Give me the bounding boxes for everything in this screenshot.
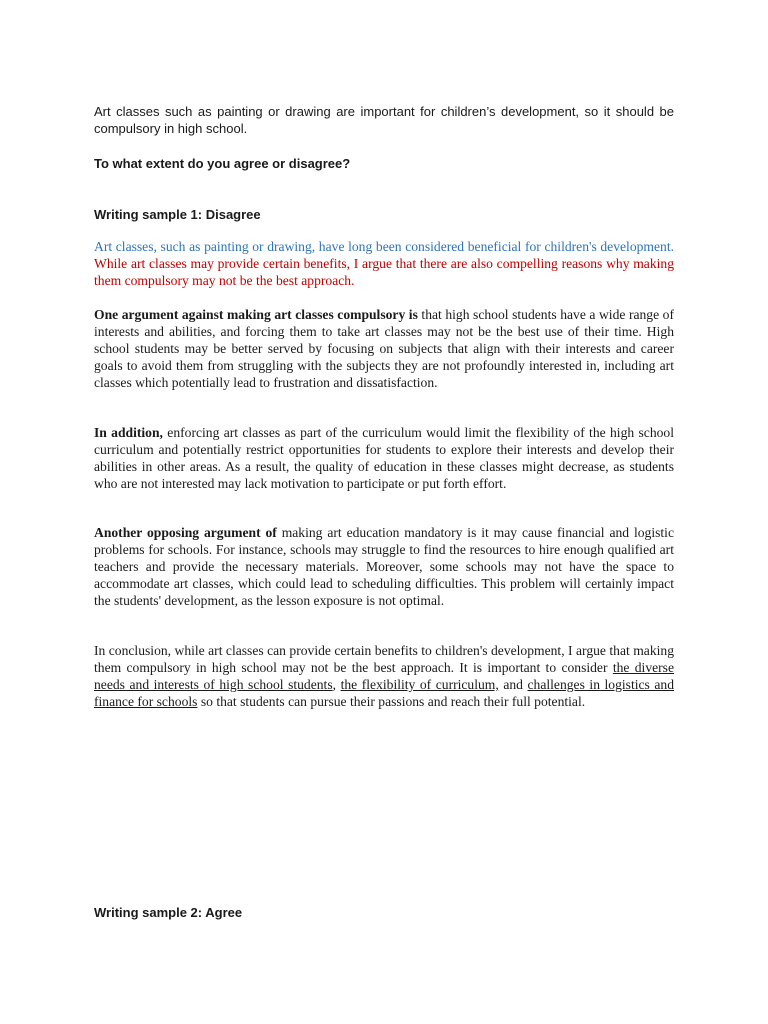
conclusion-and: and	[503, 677, 523, 692]
body-2-text: enforcing art classes as part of the curriculum would limit the flexibility of the high school curriculum and potentially restrict opportunities for students to explore their interests and develop their abilities in other areas. As a result, the quality of education in these classes might decrease, as students who are not interested may lack motivation to participate or put forth effort.	[94, 425, 674, 491]
intro-background-sentence: Art classes, such as painting or drawing, have long been considered beneficial for children's development.	[94, 239, 674, 254]
body-3-lead: Another opposing argument of	[94, 525, 277, 540]
body-1-lead: One argument against making art classes compulsory is	[94, 307, 418, 322]
conclusion-paragraph	[94, 642, 674, 710]
conclusion-start: In conclusion, while art classes can provide certain benefits to children's development, I argue that making them compulsory in high school may not be the best approach. It is important to consider	[94, 643, 674, 675]
sample-1-heading: Writing sample 1: Disagree	[94, 207, 261, 222]
body-paragraph-3	[94, 524, 674, 609]
conclusion-point-3: challenges in logistics and finance for schools	[94, 677, 675, 709]
essay-question: To what extent do you agree or disagree?	[94, 156, 351, 171]
conclusion-point-1: the diverse needs and interests of high school students	[94, 660, 675, 692]
body-2-lead: In addition,	[94, 425, 163, 440]
sample-2-heading: Writing sample 2: Agree	[94, 905, 243, 920]
conclusion-separator: ,	[332, 677, 337, 692]
body-1-text: that high school students have a wide range of interests and abilities, and forcing them to take art classes may not be the best use of their time. High school students may be better served by focusing on subjects that align with their interests and career goals to avoid them from struggling with the subjects they are not profoundly interested in, including art classes which potentially lead to frustration and dissatisfaction.	[94, 307, 674, 390]
intro-thesis-sentence: While art classes may provide certain benefits, I argue that there are also compelling reasons why making them compulsory may not be the best approach.	[94, 256, 674, 288]
conclusion-point-2: the flexibility of curriculum,	[340, 677, 499, 692]
body-3-text: making art education mandatory is it may cause financial and logistic problems for schools. For instance, schools may struggle to find the resources to hire enough qualified art teachers and provide the necessary materials. Moreover, some schools may not have the space to accommodate art classes, which could lead to scheduling difficulties. This problem will certainly impact the students' development, as the lesson exposure is not optimal.	[94, 525, 674, 608]
body-paragraph-2	[94, 424, 674, 492]
intro-paragraph	[94, 238, 674, 289]
conclusion-end: so that students can pursue their passions and reach their full potential.	[200, 694, 586, 709]
essay-prompt: Art classes such as painting or drawing are important for children’s development, so it should be compulsory in high school.	[94, 104, 674, 136]
body-paragraph-1	[94, 306, 674, 391]
